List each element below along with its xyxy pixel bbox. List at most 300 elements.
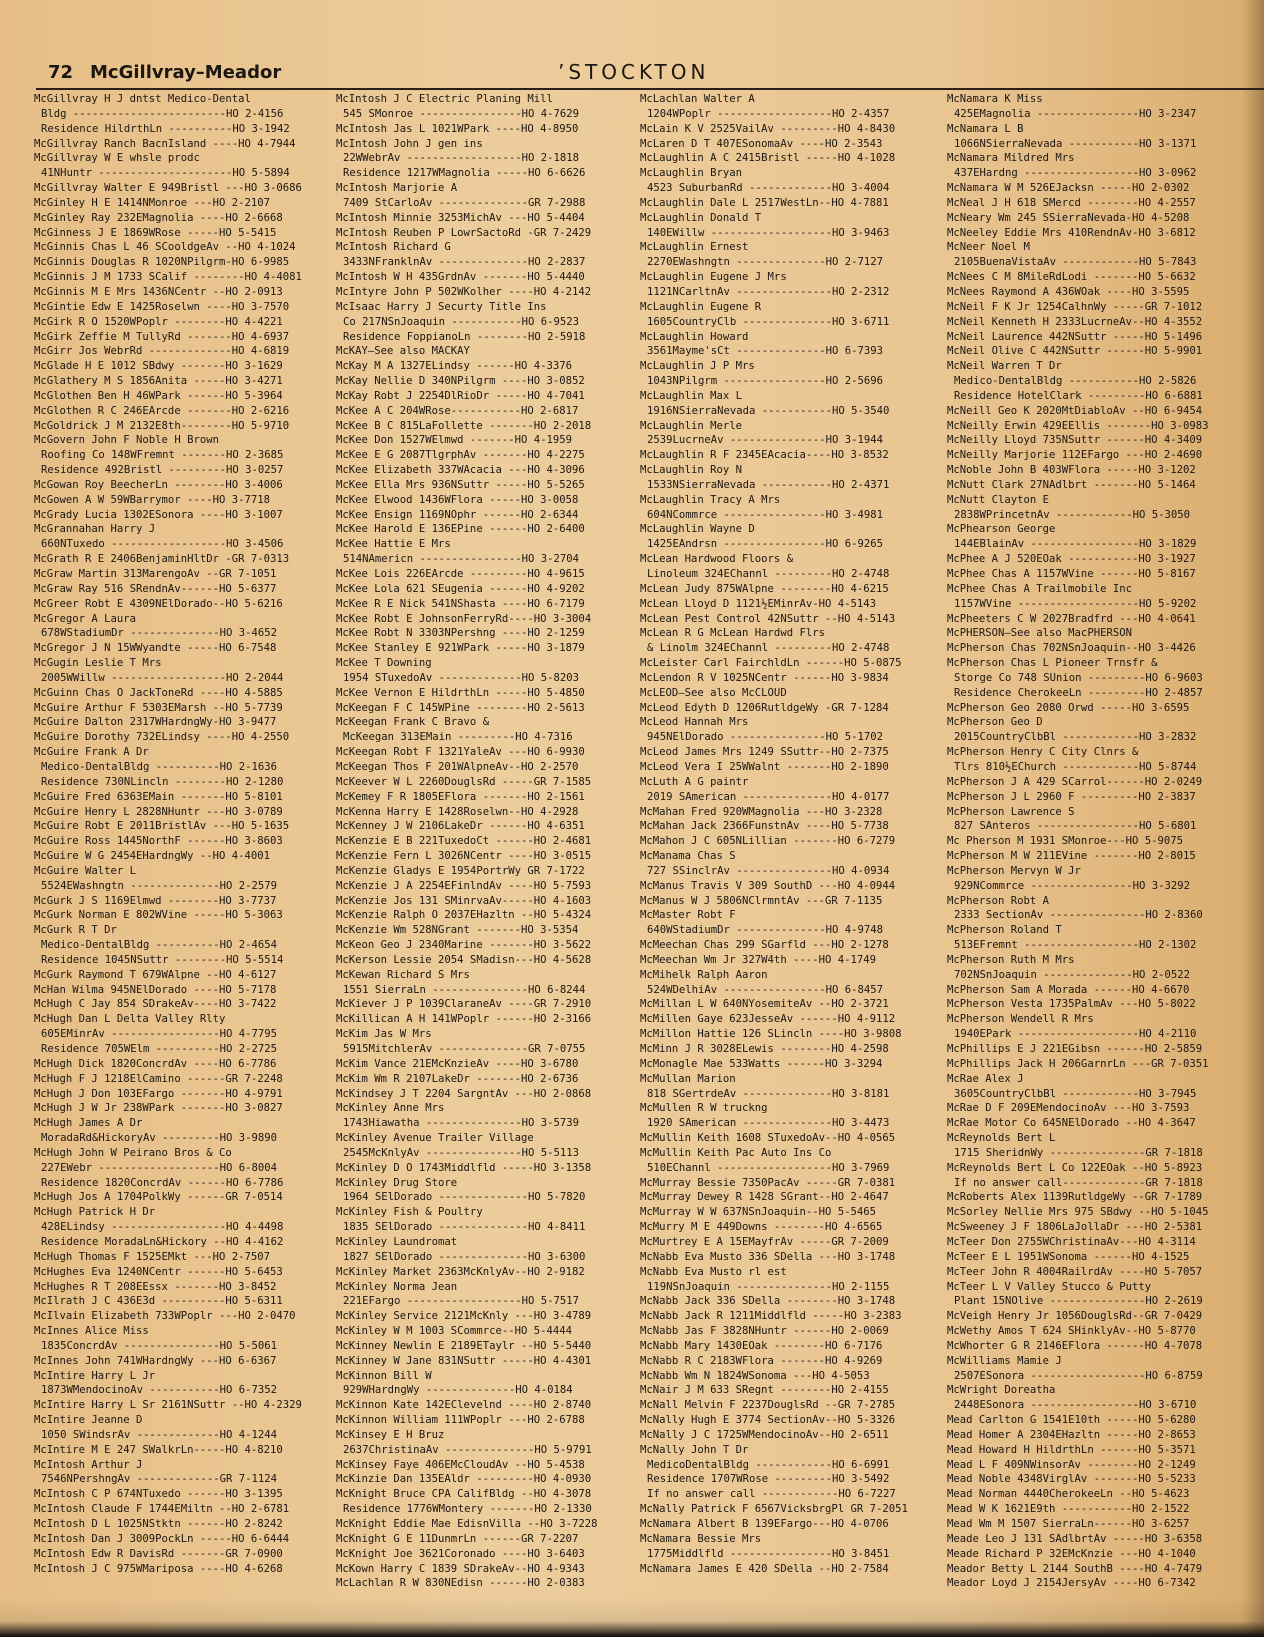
listing-line: 2015CountryClbBl ------------HO 3-2832: [954, 731, 1197, 744]
listing-line: McLachlan R W 830NEdisn ------HO 2-0383: [336, 1577, 585, 1590]
listing-line: McKiever J P 1039ClaraneAv ----GR 7-2910: [336, 998, 592, 1011]
listing-line: McTeer L V Valley Stucco & Putty: [947, 1280, 1152, 1293]
listing-line: McPherson Chas 702NSnJoaquin--HO 3-4426: [947, 642, 1196, 655]
listing-line: McManus W J 5806NClrmntAv ---GR 7-1135: [640, 894, 883, 907]
listing-line: 2838WPrincetnAv ------------HO 5-3050: [954, 508, 1190, 521]
listing-line: McLuth A G paintr: [640, 775, 749, 788]
listing-line: McKewan Richard S Mrs: [336, 968, 470, 981]
listing-line: McNeil Kenneth H 2333LucrneAv--HO 4-3552: [947, 315, 1203, 328]
listing-line: McRae Motor Co 645NElDorado --HO 4-3647: [947, 1117, 1196, 1130]
listing-line: Meador Loyd J 2154JersyAv ----HO 6-7342: [947, 1577, 1196, 1590]
listing-line: McKee Elizabeth 337WAcacia ---HO 4-3096: [336, 464, 585, 477]
listing-line: McLaughlin Merle: [640, 419, 743, 432]
listing-line: McLaughlin Eugene R: [640, 300, 762, 313]
listing-line: McLean Judy 875WAlpne --------HO 4-6215: [640, 582, 889, 595]
listing-line: McMeechan Wm Jr 327W4th ----HO 4-1749: [640, 953, 876, 966]
listing-line: McGuire Walter L: [34, 864, 137, 877]
listing-line: McKeegan Robt F 1321YaleAv ---HO 6-9930: [336, 746, 585, 759]
listing-line: McKinley Anne Mrs: [336, 1102, 445, 1115]
listing-line: McNally Patrick F 6567VicksbrgPl GR 7-2051: [640, 1503, 908, 1516]
listing-line: McLeod Edyth D 1206RutldgeWy -GR 7-1284: [640, 701, 889, 714]
listing-line: 1954 STuxedoAv -------------HO 5-8203: [343, 671, 579, 684]
listing-line: McMurtrey E A 15EMayfrAv -----GR 7-2009: [640, 1235, 889, 1248]
listing-line: 1835 SElDorado --------------HO 4-8411: [343, 1221, 586, 1234]
listing-line: McKeegan Thos F 201WAlpneAv--HO 2-2570: [336, 760, 579, 773]
listing-line: Mead L F 409NWinsorAv --------HO 2-1249: [947, 1458, 1196, 1471]
listing-line: McLaren D T 407ESonomaAv ----HO 2-3543: [640, 137, 883, 150]
listing-line: McIntire Harry L Jr: [34, 1369, 156, 1382]
listing-line: Meador Betty L 2144 SouthB ----HO 4-7479: [947, 1562, 1203, 1575]
listing-line: 945NElDorado ---------------HO 5-1702: [647, 731, 883, 744]
listing-line: McKay Robt J 2254DlRioDr -----HO 4-7041: [336, 389, 585, 402]
listing-line: 818 SGertrdeAv --------------HO 3-8181: [647, 1087, 890, 1100]
listing-line: 425EMagnolia ----------------HO 3-2347: [954, 107, 1197, 120]
listing-line: McKinley W M 1003 SCommrce--HO 5-4444: [336, 1325, 572, 1338]
listing-line: McGurk Raymond T 679WAlpne --HO 4-6127: [34, 968, 277, 981]
page-edge-shadow: [1242, 0, 1264, 1637]
listing-line: McKee Elwood 1436WFlora -----HO 3-0058: [336, 493, 579, 506]
listing-line: McGinnis Chas L 46 SCooldgeAv --HO 4-1024: [34, 241, 296, 254]
listing-line: McHugh J Don 103EFargo -------HO 4-9791: [34, 1087, 283, 1100]
listing-line: McKerson Lessie 2054 SMadisn---HO 4-5628: [336, 953, 592, 966]
listing-line: McKinley Avenue Trailer Village: [336, 1132, 534, 1145]
listing-line: McIntosh J C Electric Planing Mill: [336, 93, 553, 105]
listing-line: McMillon Hattie 126 SLincln ----HO 3-9808: [640, 1028, 902, 1041]
listing-line: 1121NCarltnAv ---------------HO 2-2312: [647, 285, 890, 298]
listing-line: McReynolds Bert L Co 122EOak --HO 5-8923: [947, 1161, 1203, 1174]
listing-line: McSweeney J F 1806LaJollaDr ---HO 2-5381: [947, 1221, 1203, 1234]
listing-line: McIsaac Harry J Securty Title Ins: [336, 300, 547, 313]
listing-line: McGinnis Douglas R 1020NPilgrm-HO 6-9985: [34, 256, 290, 269]
listing-line: McPhillips Jack H 206GarnrLn ---GR 7-0351: [947, 1057, 1209, 1070]
listing-line: McPherson Chas L Pioneer Trnsfr &: [947, 657, 1158, 670]
listing-line: Medico-DentalBldg ----------HO 2-4654: [41, 939, 277, 952]
listing-line: McHugh F J 1218ElCamino ------GR 7-2248: [34, 1072, 283, 1085]
listing-line: 605EMinrAv -----------------HO 4-7795: [41, 1028, 277, 1041]
listing-line: McGregor A Laura: [34, 612, 137, 625]
listing-line: McNeal J H 618 SMercd --------HO 4-2557: [947, 196, 1196, 209]
listing-line: McNees C M 8MileRdLodi -------HO 5-6632: [947, 271, 1196, 284]
listing-line: McKinnon William 111WPoplr ---HO 2-6788: [336, 1414, 585, 1427]
listing-line: 1204WPoplr ------------------HO 2-4357: [647, 107, 890, 120]
listing-line: 510EChannl ------------------HO 3-7969: [647, 1161, 890, 1174]
listing-line: McPherson Wendell R Mrs: [947, 1013, 1094, 1026]
listing-line: McMurray Dewey R 1428 SGrant--HO 2-4647: [640, 1191, 889, 1204]
listing-line: 727 SSinclrAv ---------------HO 4-0934: [647, 864, 890, 877]
listing-line: McLaughlin Roy N: [640, 464, 743, 477]
listing-line: McKeon Geo J 2340Marine -------HO 3-5622: [336, 939, 592, 952]
listing-line: McIntosh C P 674NTuxedo ------HO 3-1395: [34, 1488, 283, 1501]
listing-line: McMullin Keith 1608 STuxedoAv--HO 4-0565: [640, 1132, 896, 1145]
listing-line: McKindsey J T 2204 SargntAv ---HO 2-0868: [336, 1087, 592, 1100]
listing-line: McWethy Amos T 624 SHinklyAv--HO 5-8770: [947, 1325, 1196, 1338]
listing-line: McMillan L W 640NYosemiteAv --HO 2-3721: [640, 998, 889, 1011]
listing-line: 41NHuntr ---------------------HO 5-5894: [41, 167, 290, 180]
listing-line: McGowan Roy BeecherLn --------HO 3-4006: [34, 478, 283, 491]
header-rule: [36, 88, 1264, 90]
listing-line: & Linolm 324EChannl ---------HO 2-4748: [647, 642, 890, 655]
listing-line: McRae Alex J: [947, 1072, 1024, 1085]
listing-line: McKinzie Dan 135EAldr ---------HO 4-0930: [336, 1473, 592, 1486]
listing-line: McNamara Bessie Mrs: [640, 1532, 762, 1545]
listing-line: McNeary Wm 245 SSierraNevada-HO 4-5208: [947, 211, 1190, 224]
listing-line: McNabb Wm N 1824WSonoma ---HO 4-5053: [640, 1369, 870, 1382]
listing-line: 524WDelhiAv ----------------HO 6-8457: [647, 983, 883, 996]
listing-line: McKeever W L 2260DouglsRd -----GR 7-1585: [336, 775, 592, 788]
listing-line: 7546NPershngAv -------------GR 7-1124: [41, 1473, 277, 1486]
listing-line: Mead Norman 4440CherokeeLn --HO 5-4623: [947, 1488, 1190, 1501]
listing-line: McMurray W W 637NSnJoaquin--HO 5-5465: [640, 1206, 876, 1219]
listing-line: McPherson Geo 2080 Orwd -----HO 3-6595: [947, 701, 1190, 714]
listing-line: McKeegan F C 145WPine --------HO 2-5613: [336, 701, 585, 714]
listing-line: MoradaRd&HickoryAv ---------HO 3-9890: [41, 1132, 277, 1145]
listing-line: McGuire Fred 6363EMain -------HO 5-8101: [34, 790, 283, 803]
listing-line: McKinnon Kate 142EClevelnd ----HO 2-8740: [336, 1399, 592, 1412]
listing-line: McGreer Robt E 4309NElDorado--HO 5-6216: [34, 597, 283, 610]
listing-line: McNoble John B 403WFlora -----HO 3-1202: [947, 464, 1196, 477]
listing-line: McNamara James E 420 SDella --HO 2-7584: [640, 1562, 889, 1575]
listing-line: McKee B C 815LaFollette -------HO 2-2018: [336, 419, 592, 432]
listing-line: McKee E G 2087TlgrphAv -------HO 4-2275: [336, 449, 585, 462]
listing-line: McKee Stanley E 921WPark -----HO 3-1879: [336, 642, 585, 655]
listing-line: McPherson Sam A Morada ------HO 4-6670: [947, 983, 1190, 996]
listing-line: McPherson J L 2960 F ---------HO 2-3837: [947, 790, 1196, 803]
listing-line: McKnight Eddie Mae EdisnVilla --HO 3-7228: [336, 1518, 598, 1530]
listing-line: McKinley Service 2121McKnly ---HO 3-4789: [336, 1310, 592, 1323]
listing-line: Residence 492Bristl ---------HO 3-0257: [41, 464, 284, 477]
listing-line: McGregor J N 15WWyandte -----HO 6-7548: [34, 642, 277, 655]
listing-line: McLaughlin Ernest: [640, 241, 749, 254]
listing-line: Tlrs 810½EChurch ------------HO 5-8744: [954, 760, 1197, 773]
page-header: [48, 60, 1248, 88]
listing-line: McKillican A H 141WPoplr ------HO 2-3166: [336, 1013, 592, 1026]
listing-line: Linoleum 324EChannl ---------HO 2-4748: [647, 568, 890, 580]
listing-line: McLaughlin Dale L 2517WestLn--HO 4-7881: [640, 196, 889, 209]
listing-line: McIntire Jeanne D: [34, 1414, 143, 1427]
listing-line: McGrath R E 2406BenjaminHltDr -GR 7-0313: [34, 553, 290, 566]
listing-line: McLean R G McLean Hardwd Flrs: [640, 627, 825, 640]
listing-line: Meade Leo J 131 SAdlbrtAv -----HO 3-6358: [947, 1532, 1203, 1545]
listing-line: McPherson M W 211EVine -------HO 2-8015: [947, 850, 1196, 863]
listing-line: McNeil Laurence 442NSuttr -----HO 5-1496: [947, 330, 1203, 343]
listing-line: 7409 StCarloAv --------------GR 7-2988: [343, 196, 586, 209]
listing-line: McNutt Clark 27NAdlbrt -------HO 5-1464: [947, 478, 1196, 491]
listing-line: McKee A C 204WRose-----------HO 2-6817: [336, 404, 579, 417]
listing-line: Medico-DentalBldg ----------HO 2-1636: [41, 760, 277, 773]
listing-line: 1050 SWindsrAv -------------HO 4-1244: [41, 1428, 277, 1441]
listing-line: McHugh Patrick H Dr: [34, 1206, 156, 1219]
listing-line: McNeill Geo K 2020MtDiabloAv --HO 6-9454: [947, 404, 1203, 417]
listing-line: McLaughlin Max L: [640, 389, 743, 402]
listing-line: 1533NSierraNevada -----------HO 2-4371: [647, 478, 890, 491]
listing-line: 513EFremnt ------------------HO 2-1302: [954, 939, 1197, 952]
listing-line: McGraw Martin 313MarengoAv --GR 7-1051: [34, 568, 277, 580]
listing-line: McHugh Jos A 1704PolkWy ------GR 7-0514: [34, 1191, 283, 1204]
listing-line: McKinsey E H Bruz: [336, 1428, 445, 1441]
listing-line: McHugh J W Jr 238WPark -------HO 3-0827: [34, 1102, 283, 1115]
listing-line: Residence 1707WRose ---------HO 3-5492: [647, 1473, 890, 1486]
listing-line: McPhillips E J 221EGibsn ------HO 2-5859: [947, 1043, 1203, 1055]
listing-line: McGuire Dalton 2317WHardngWy-HO 3-9477: [34, 716, 277, 729]
listing-line: McGlathery M S 1856Anita -----HO 3-4271: [34, 375, 283, 388]
listing-line: McGuire Frank A Dr: [34, 746, 149, 759]
listing-line: McMurray Bessie 7350PacAv -----GR 7-0381: [640, 1176, 896, 1189]
listing-line: McNeer Noel M: [947, 241, 1030, 254]
listing-line: McKim Wm R 2107LakeDr -------HO 2-6736: [336, 1072, 579, 1085]
listing-line: McGuire Arthur F 5303EMarsh --HO 5-7739: [34, 701, 283, 714]
listing-line: McMullen R W truckng: [640, 1102, 768, 1115]
listing-line: McGowen A W 59WBarrymor ----HO 3-7718: [34, 493, 270, 506]
listing-line: McGirk R O 1520WPoplr --------HO 4-4221: [34, 315, 283, 328]
listing-line: 514NAmericn ----------------HO 3-2704: [343, 553, 579, 566]
listing-line: McTeer E L 1951WSonoma ------HO 4-1525: [947, 1250, 1190, 1263]
listing-line: McIntosh Minnie 3253MichAv ---HO 5-4404: [336, 211, 585, 224]
listing-line: McKee Don 1527WElmwd -------HO 4-1959: [336, 434, 572, 447]
listing-line: McKenzie E B 221TuxedoCt ------HO 2-4681: [336, 835, 592, 848]
listing-line: McPhearson George: [947, 523, 1056, 536]
listing-line: McNabb Jack R 1211Middlfld -----HO 3-2383: [640, 1310, 902, 1323]
listing-line: Bldg ------------------------HO 2-4156: [41, 107, 284, 120]
listing-line: 1940EPark -------------------HO 4-2110: [954, 1028, 1197, 1041]
listing-line: Medico-DentalBldg -----------HO 2-5826: [954, 375, 1197, 388]
listing-line: 221EFargo ------------------HO 5-7517: [343, 1295, 579, 1308]
listing-line: McLeod James Mrs 1249 SSuttr--HO 2-7375: [640, 746, 889, 759]
listing-line: 140EWillw -------------------HO 3-9463: [647, 226, 890, 239]
listing-line: McNeilly Lloyd 735NSuttr ------HO 4-3409: [947, 434, 1203, 447]
listing-line: McKay Nellie D 340NPilgrm ----HO 3-0852: [336, 375, 585, 388]
listing-line: McKemey F R 1805EFlora -------HO 2-1561: [336, 790, 585, 803]
listing-line: McNeilly Erwin 429EEllis -------HO 3-0983: [947, 419, 1209, 432]
listing-line: McGraw Ray 516 SRendnAv------HO 5-6377: [34, 582, 277, 595]
listing-column-2: [336, 92, 628, 1592]
listing-line: McNabb Eva Musto 336 SDella ---HO 3-1748: [640, 1250, 896, 1263]
listing-line: McGinnis J M 1733 SCalif --------HO 4-4081: [34, 271, 302, 284]
listing-line: MedicoDentalBldg ------------HO 6-6991: [647, 1458, 890, 1471]
listing-line: Mead W K 1621E9th -----------HO 2-1522: [947, 1503, 1190, 1516]
listing-column-1: [34, 92, 326, 1592]
listing-line: McPhee Chas A Trailmobile Inc: [947, 582, 1132, 595]
listing-line: 2539LucrneAv ---------------HO 3-1944: [647, 434, 883, 447]
listing-line: If no answer call-------------GR 7-1818: [954, 1176, 1203, 1189]
listing-line: McKinsey Faye 406EMcCloudAv --HO 5-4538: [336, 1458, 585, 1471]
listing-line: McLEOD—See also McCLOUD: [640, 686, 787, 699]
listing-line: McKnight Bruce CPA CalifBldg --HO 4-3078: [336, 1488, 592, 1501]
listing-line: 702NSnJoaquin --------------HO 2-0522: [954, 968, 1190, 981]
listing-line: Residence CherokeeLn ---------HO 2-4857: [954, 686, 1203, 699]
listing-line: McIntyre John P 502WKolher ----HO 4-2142: [336, 285, 592, 298]
listing-line: McGuire Ross 1445NorthF ------HO 3-8603: [34, 835, 283, 848]
listing-line: 1835ConcrdAv ---------------HO 5-5061: [41, 1339, 277, 1352]
listing-line: McLaughlin Wayne D: [640, 523, 755, 536]
listing-line: 428ELindsy ------------------HO 4-4498: [41, 1221, 284, 1234]
listing-line: McMullin Keith Pac Auto Ins Co: [640, 1146, 832, 1159]
listing-line: 3561Mayme'sCt --------------HO 6-7393: [647, 345, 883, 358]
listing-line: McHughes R T 208EEssx -------HO 3-8452: [34, 1280, 277, 1293]
listing-line: McIntosh Arthur J: [34, 1458, 143, 1471]
listing-line: McIntosh D L 1025NStktn ------HO 2-8242: [34, 1518, 283, 1530]
listing-line: McKee Hattie E Mrs: [336, 538, 451, 551]
listing-line: Residence 730NLincln --------HO 2-1280: [41, 775, 284, 788]
listing-line: McGlothen Ben H 46WPark ------HO 5-3964: [34, 389, 283, 402]
listing-line: McIlrath J C 436E3d ----------HO 5-6311: [34, 1295, 283, 1308]
listing-line: Mead Howard H HildrthLn ------HO 5-3571: [947, 1443, 1196, 1456]
listing-line: 437EHardng ------------------HO 3-0962: [954, 167, 1197, 180]
listing-line: McInnes Alice Miss: [34, 1325, 149, 1338]
listing-line: McKinnon Bill W: [336, 1369, 432, 1382]
listing-line: McLean Hardwood Floors &: [640, 553, 794, 566]
listing-line: 1920 SAmerican --------------HO 3-4473: [647, 1117, 890, 1130]
listing-line: Residence MoradaLn&Hickory --HO 4-4162: [41, 1235, 284, 1248]
listing-line: McIntosh Claude F 1744EMiltn --HO 2-6781: [34, 1503, 290, 1516]
listing-line: 660NTuxedo ------------------HO 3-4506: [41, 538, 284, 551]
listing-line: McHugh John W Peirano Bros & Co: [34, 1146, 232, 1159]
listing-line: McKenna Harry E 1428Roselwn--HO 4-2928: [336, 805, 579, 818]
listing-line: McNabb Mary 1430EOak --------HO 6-7176: [640, 1339, 883, 1352]
listing-line: Residence FoppianoLn --------HO 2-5918: [343, 330, 586, 343]
listing-line: 2507ESonora ------------------HO 6-8759: [954, 1369, 1203, 1382]
listing-line: 678WStadiumDr --------------HO 3-4652: [41, 627, 277, 640]
listing-line: McReynolds Bert L: [947, 1132, 1056, 1145]
listing-line: Mead Wm M 1507 SierraLn------HO 3-6257: [947, 1518, 1190, 1530]
listing-line: McNabb Eva Musto rl est: [640, 1265, 787, 1278]
listing-column-3: [640, 92, 932, 1592]
listing-line: Plant 15NOlive ---------------HO 2-2619: [954, 1295, 1203, 1308]
listing-line: McNamara Mildred Mrs: [947, 152, 1075, 165]
listing-line: McManus Travis V 309 SouthD ---HO 4-0944: [640, 879, 896, 892]
listing-line: McKenzie Jos 131 SMinrvaAv-----HO 4-1603: [336, 894, 592, 907]
listing-line: McGlothen R C 246EArcde -------HO 2-6216: [34, 404, 290, 417]
listing-line: 5915MitchlerAv --------------GR 7-0755: [343, 1043, 586, 1055]
listing-line: 1425EAndrsn ----------------HO 6-9265: [647, 538, 883, 551]
listing-line: 1916NSierraNevada -----------HO 5-3540: [647, 404, 890, 417]
listing-line: Residence 705WElm ----------HO 2-2725: [41, 1043, 277, 1055]
listing-line: McInnes John 741WHardngWy ---HO 6-6367: [34, 1354, 277, 1367]
listing-line: McPherson Mervyn W Jr: [947, 864, 1081, 877]
listing-line: McGuire Dorothy 732ELindsy ----HO 4-2550: [34, 731, 290, 744]
listing-line: McIntosh J C 975WMariposa ----HO 4-6268: [34, 1562, 283, 1575]
listing-line: McIntosh Dan J 3009PockLn -----HO 6-6444: [34, 1532, 290, 1545]
listing-line: McGuire W G 2454EHardngWy --HO 4-4001: [34, 850, 270, 863]
listing-line: Residence 1045NSuttr --------HO 5-5514: [41, 953, 284, 966]
listing-line: McLeister Carl FairchldLn ------HO 5-0875: [640, 657, 902, 670]
listing-line: McIntosh John J gen ins: [336, 137, 483, 150]
listing-line: McKnight G E 11DunmrLn ------GR 7-2207: [336, 1532, 579, 1545]
listing-line: 227EWebr -------------------HO 6-8004: [41, 1161, 277, 1174]
listing-line: McGinnis M E Mrs 1436NCentr --HO 2-0913: [34, 285, 283, 298]
listing-line: McLaughlin Howard: [640, 330, 749, 343]
listing-line: McKee Robt N 3303NPershng ----HO 2-1259: [336, 627, 585, 640]
listing-line: McKee Harold E 136EPine ------HO 2-6400: [336, 523, 585, 536]
listing-line: McNall Melvin F 2237DouglsRd --GR 7-2785: [640, 1399, 896, 1412]
listing-line: Mead Homer A 2304EHazltn -----HO 2-8653: [947, 1428, 1196, 1441]
listing-line: McKeegan 313EMain ---------HO 4-7316: [343, 731, 573, 744]
listing-line: McKay M A 1327ELindsy ------HO 4-3376: [336, 360, 572, 373]
listing-line: McRoberts Alex 1139RutldgeWy --GR 7-1789: [947, 1191, 1203, 1204]
listing-line: McMinn J R 3028ELewis --------HO 4-2598: [640, 1043, 889, 1055]
listing-line: McIntosh Jas L 1021WPark ----HO 4-8950: [336, 122, 579, 135]
listing-line: McKAY—See also MACKAY: [336, 345, 470, 358]
listing-line: McLean Pest Control 42NSuttr --HO 4-5143: [640, 612, 896, 625]
listing-line: McNair J M 633 SRegnt --------HO 2-4155: [640, 1384, 889, 1397]
listing-line: McGurk R T Dr: [34, 924, 117, 937]
listing-line: McLeod Hannah Mrs: [640, 716, 749, 729]
listing-line: McPheeters C W 2027Bradfrd ---HO 4-0641: [947, 612, 1196, 625]
city-name: ’STOCKTON: [558, 60, 710, 84]
listing-line: 1827 SElDorado --------------HO 3-6300: [343, 1250, 586, 1263]
listing-line: McWilliams Mamie J: [947, 1354, 1062, 1367]
listing-line: 827 SAnteros ----------------HO 5-6801: [954, 820, 1197, 833]
listing-line: McLendon R V 1025NCentr ------HO 3-9834: [640, 671, 889, 684]
listing-line: McMahan Jack 2366FunstnAv ----HO 5-7738: [640, 820, 889, 833]
listing-line: 144EBlainAv -----------------HO 3-1829: [954, 538, 1197, 551]
listing-line: McNamara W M 526EJacksn -----HO 2-0302: [947, 182, 1190, 195]
listing-line: McLaughlin R F 2345EAcacia----HO 3-8532: [640, 449, 889, 462]
listing-line: McKee Robt E JohnsonFerryRd----HO 3-3004: [336, 612, 592, 625]
listing-line: McKee Vernon E HildrthLn -----HO 5-4850: [336, 686, 585, 699]
listing-line: McGuinn Chas O JackToneRd ----HO 4-5885: [34, 686, 283, 699]
listing-line: McGillvray H J dntst Medico-Dental: [34, 93, 251, 105]
listing-line: McLean Lloyd D 1121½EMinrAv-HO 4-5143: [640, 597, 876, 610]
listing-line: 1157WVine -------------------HO 5-9202: [954, 597, 1197, 610]
listing-line: McKenzie Gladys E 1954PortrWy GR 7-1722: [336, 864, 585, 877]
listing-line: Co 217NSnJoaquin -----------HO 6-9523: [343, 315, 579, 328]
listing-line: 1605CountryClb --------------HO 3-6711: [647, 315, 890, 328]
listing-line: McKinney W Jane 831NSuttr -----HO 4-4301: [336, 1354, 592, 1367]
listing-line: McHugh Thomas F 1525EMkt ---HO 2-7507: [34, 1250, 270, 1263]
listing-line: McLaughlin Eugene J Mrs: [640, 271, 787, 284]
listing-line: McNeeley Eddie Mrs 410RendnAv-HO 3-6812: [947, 226, 1196, 239]
listing-line: McIntosh W H 435GrdnAv -------HO 5-4440: [336, 271, 585, 284]
listing-line: McKinley D O 1743Middlfld -----HO 3-1358: [336, 1161, 592, 1174]
listing-line: McMahon J C 605NLillian -------HO 6-7279: [640, 835, 896, 848]
listing-line: McMeechan Chas 299 SGarfld ---HO 2-1278: [640, 939, 889, 952]
listing-line: McMaster Robt F: [640, 909, 736, 922]
listing-line: 545 SMonroe ----------------HO 4-7629: [343, 107, 579, 120]
listing-line: McNutt Clayton E: [947, 493, 1050, 506]
listing-line: McIntosh Marjorie A: [336, 182, 458, 195]
listing-line: McKee Lois 226EArcde ---------HO 4-9615: [336, 568, 585, 580]
listing-line: McGillvray W E whsle prodc: [34, 152, 200, 165]
listing-line: 4523 SuburbanRd -------------HO 3-4004: [647, 182, 890, 195]
listing-line: McRae D F 209EMendocinoAv ---HO 3-7593: [947, 1102, 1190, 1115]
listing-line: McIlvain Elizabeth 733WPoplr ---HO 2-0470: [34, 1310, 296, 1323]
listing-line: McKinley Fish & Poultry: [336, 1206, 483, 1219]
listing-line: McNally J C 1725WMendocinoAv--HO 2-6511: [640, 1428, 889, 1441]
listing-line: McKinney Newlin E 2189ETaylr --HO 5-5440: [336, 1339, 592, 1352]
listing-line: McNeilly Marjorie 112EFargo ---HO 2-4690: [947, 449, 1203, 462]
listing-line: McGoldrick J M 2132E8th--------HO 5-9710: [34, 419, 290, 432]
listing-line: McMahan Fred 920WMagnolia ---HO 3-2328: [640, 805, 883, 818]
listing-line: Mead Carlton G 1541E10th -----HO 5-6280: [947, 1414, 1196, 1427]
listing-line: McGovern John F Noble H Brown: [34, 434, 219, 447]
listing-line: McIntire Harry L Sr 2161NSuttr --HO 4-2329: [34, 1399, 302, 1412]
listing-line: McIntosh Edw R DavisRd -------GR 7-0900: [34, 1547, 283, 1560]
listing-line: McPhee A J 520EOak -----------HO 3-1927: [947, 553, 1196, 566]
listing-line: McTeer John R 4004RailrdAv ----HO 5-7057: [947, 1265, 1203, 1278]
listing-line: Residence 1820ConcrdAv ------HO 6-7786: [41, 1176, 284, 1189]
listing-line: McGinley Ray 232EMagnolia ----HO 2-6668: [34, 211, 283, 224]
listing-line: 2333 SectionAv ---------------HO 2-8360: [954, 909, 1203, 922]
listing-line: McPherson Vesta 1735PalmAv ---HO 5-8022: [947, 998, 1196, 1011]
listing-line: McNally Hugh E 3774 SectionAv--HO 5-3326: [640, 1414, 896, 1427]
listing-line: 1743Hiawatha ---------------HO 3-5739: [343, 1117, 579, 1130]
listing-line: McTeer Don 2755WChristinaAv---HO 4-3114: [947, 1235, 1196, 1248]
listing-line: McPherson Roland T: [947, 924, 1062, 937]
listing-line: McMullan Marion: [640, 1072, 736, 1085]
listing-line: McMillen Gaye 623JesseAv ------HO 4-9112: [640, 1013, 896, 1026]
listing-line: 2105BuenaVistaAv ------------HO 5-7843: [954, 256, 1197, 269]
listing-line: 1873WMendocinoAv -----------HO 6-7352: [41, 1384, 277, 1397]
